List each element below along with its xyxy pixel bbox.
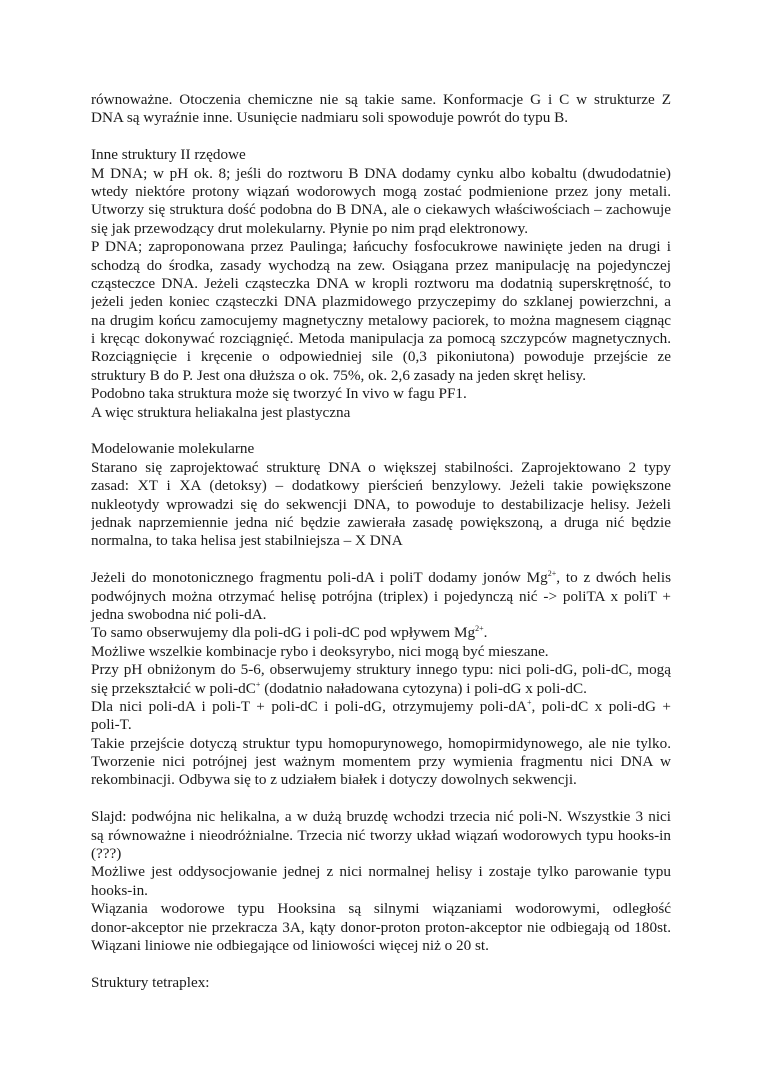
- text-run: , poli-dC x poli-dG +: [531, 697, 671, 715]
- paragraph-poli-da: [91, 698, 671, 735]
- superscript: 2+: [475, 624, 484, 634]
- text-line: P DNA; zaproponowana przez Paulinga; łańcuchy fosfocukrowe nawinięte jeden na drugi i: [91, 238, 671, 256]
- text-run: się przekształcić w poli-dC: [91, 679, 256, 697]
- text-line: hooks-in.: [91, 881, 148, 899]
- paragraph-gap: [91, 551, 671, 569]
- section-heading-secondary-structures: Inne struktury II rzędowe: [91, 146, 246, 164]
- text-line: Takie przejście dotyczą struktur typu homopurynowego, homopirmidynowego, ale nie tylko.: [91, 734, 671, 752]
- text-run: , to z dwóch helis: [556, 569, 671, 587]
- text-line: poli-T.: [91, 716, 132, 734]
- text-line: Wiązani liniowe nie odbiegające od liniowości więcej niż o 20 st.: [91, 936, 489, 954]
- section-heading-molecular-modeling: Modelowanie molekularne: [91, 440, 255, 458]
- text-line: Tworzenie nici potrójnej jest ważnym momentem przy wymienia fragmentu nici DNA w: [91, 753, 671, 771]
- text-line: są równoważne i nieodróżnialne. Trzecia nić tworzy układ wiązań wodorowych typu hooks-in: [91, 826, 671, 844]
- text-line: jedna swobodna nić poli-dA.: [91, 605, 267, 623]
- text-line: Wiązania wodorowe typu Hooksina są silnymi wiązaniami wodorowymi, odległość: [91, 900, 671, 918]
- text-line: równoważne. Otoczenia chemiczne nie są takie same. Konformacje G i C w strukturze Z: [91, 91, 671, 108]
- text-run: To samo obserwujemy dla poli-dG i poli-dC pod wpływem Mg: [91, 624, 476, 642]
- text-line: schodzą do środka, zasady wychodzą na zew. Osiągana przez manipulację na pojedynczej: [91, 256, 671, 274]
- text-line: jeżeli jeden koniec cząsteczki DNA plazmidowego przyczepimy do szklanej powierzchni, a: [91, 293, 671, 311]
- text-line: Starano się zaprojektować strukturę DNA o większej stabilności. Zaprojektowano 2 typy: [91, 458, 671, 476]
- text-line: Slajd: podwójna nic helikalna, a w dużą bruzdę wchodzi trzecia nić poli-N. Wszystkie 3 nici: [91, 808, 671, 826]
- text-line: normalna, to taka helisa jest stabilniejsza – X DNA: [91, 532, 403, 550]
- superscript: 2+: [547, 569, 557, 579]
- paragraph-gap: [91, 128, 671, 146]
- paragraph-gap: [91, 790, 671, 808]
- text-run: (dodatnio naładowana cytozyna) i poli-dG x poli-dC.: [260, 679, 587, 697]
- text-run: Jeżeli do monotonicznego fragmentu poli-dA i poliT dodamy jonów Mg: [91, 569, 548, 587]
- text-line: M DNA; w pH ok. 8; jeśli do roztworu B DNA dodamy cynku albo kobaltu (dwudodatnie): [91, 164, 671, 182]
- text-line: donor-akceptor nie przekracza 3A, kąty donor-proton proton-akceptor nie odbiegają od 180st.: [91, 918, 671, 936]
- paragraph-z-dna: [91, 91, 671, 128]
- text-line: na drugim końcu zamocujemy magnetyczny metalowy paciorek, to można magnesem ciągnąc: [91, 311, 671, 329]
- text-line: cząsteczce DNA. Jeżeli cząsteczka DNA w kropli roztworu ma dodatnią superskrętność, to: [91, 274, 671, 292]
- paragraph-combinations: Możliwe wszelkie kombinacje rybo i deoksyrybo, nici mogą być mieszane.: [91, 642, 549, 660]
- paragraph-modeling: [91, 459, 671, 551]
- paragraph-p-dna: [91, 238, 671, 385]
- text-line: podwójnych można otrzymać helisę potrójna (triplex) i pojedynczą nić -> poliTA x poliT +: [91, 587, 671, 605]
- text-line: struktury B do P. Jest ona dłuższa o ok. 75%, ok. 2,6 zasady na jeden skręt helisy.: [91, 366, 587, 384]
- text-line: wtedy niektóre protony wiązań wodorowych mogą zostać podmienione przez jony metali.: [91, 182, 671, 200]
- text-line: Utworzy się struktura dość podobna do B DNA, ale o ciekawych właściwościach – zachowuje: [91, 201, 671, 219]
- text-line: Przy pH obniżonym do 5-6, obserwujemy struktury innego typu: nici poli-dG, poli-dC, mogą: [91, 661, 671, 679]
- text-run: .: [483, 624, 488, 642]
- text-line: [91, 680, 671, 698]
- text-line: (???): [91, 845, 122, 863]
- text-line: nukleotydy wprowadzi się do sekwencji DNA, to powoduje to destabilizacje helisy. Jeżeli: [91, 495, 671, 513]
- document-page: [91, 91, 671, 992]
- paragraph-m-dna: [91, 165, 671, 239]
- paragraph-gap: [91, 955, 671, 973]
- paragraph-gap: [91, 422, 671, 440]
- text-line: Możliwe jest oddysocjowanie jednej z nici normalnej helisy i zostaje tylko parowanie typu: [91, 863, 671, 881]
- text-line: rekombinacji. Odbywa się to z udziałem białek i dotyczy dowolnych sekwencji.: [91, 771, 577, 789]
- text-line: [91, 569, 671, 587]
- text-line: DNA są wyraźnie inne. Usunięcie nadmiaru soli spowoduje powrót do typu B.: [91, 109, 569, 127]
- paragraph-low-ph: [91, 661, 671, 698]
- paragraph-same-observation: [91, 624, 671, 642]
- paragraph-hoogsteen-bonds: [91, 900, 671, 955]
- text-line: się jak przewodzący drut molekularny. Płynie po nim prąd elektronowy.: [91, 219, 529, 237]
- text-line: [91, 698, 671, 716]
- text-line: zasad: XT i XA (detoksy) – dodatkowy pierścień benzylowy. Jeżeli takie powiększone: [91, 477, 671, 495]
- paragraph-plastic: A więc struktura heliakalna jest plastyczna: [91, 403, 351, 421]
- paragraph-homopurine: [91, 735, 671, 790]
- text-line: i kręcąc dokonywać rozciągnięć. Metoda manipulacja za pomocą szczypców magnetycznych.: [91, 330, 671, 348]
- paragraph-slide: [91, 808, 671, 863]
- section-heading-tetraplex: Struktury tetraplex:: [91, 973, 210, 991]
- text-line: jednak naprzemiennie jedna nić będzie zawierała zasadę powiększoną, a druga nić będzie: [91, 513, 671, 531]
- text-line: Rozciągnięcie i kręcenie o odpowiedniej sile (0,3 pikoniutona) powoduje przejście ze: [91, 348, 671, 366]
- paragraph-dissociation: [91, 863, 671, 900]
- paragraph-in-vivo: Podobno taka struktura może się tworzyć In vivo w fagu PF1.: [91, 385, 467, 403]
- superscript: +: [255, 679, 261, 689]
- text-run: Dla nici poli-dA i poli-T + poli-dC i poli-dG, otrzymujemy poli-dA: [91, 697, 528, 715]
- paragraph-triplex: [91, 569, 671, 624]
- superscript: +: [527, 697, 532, 707]
